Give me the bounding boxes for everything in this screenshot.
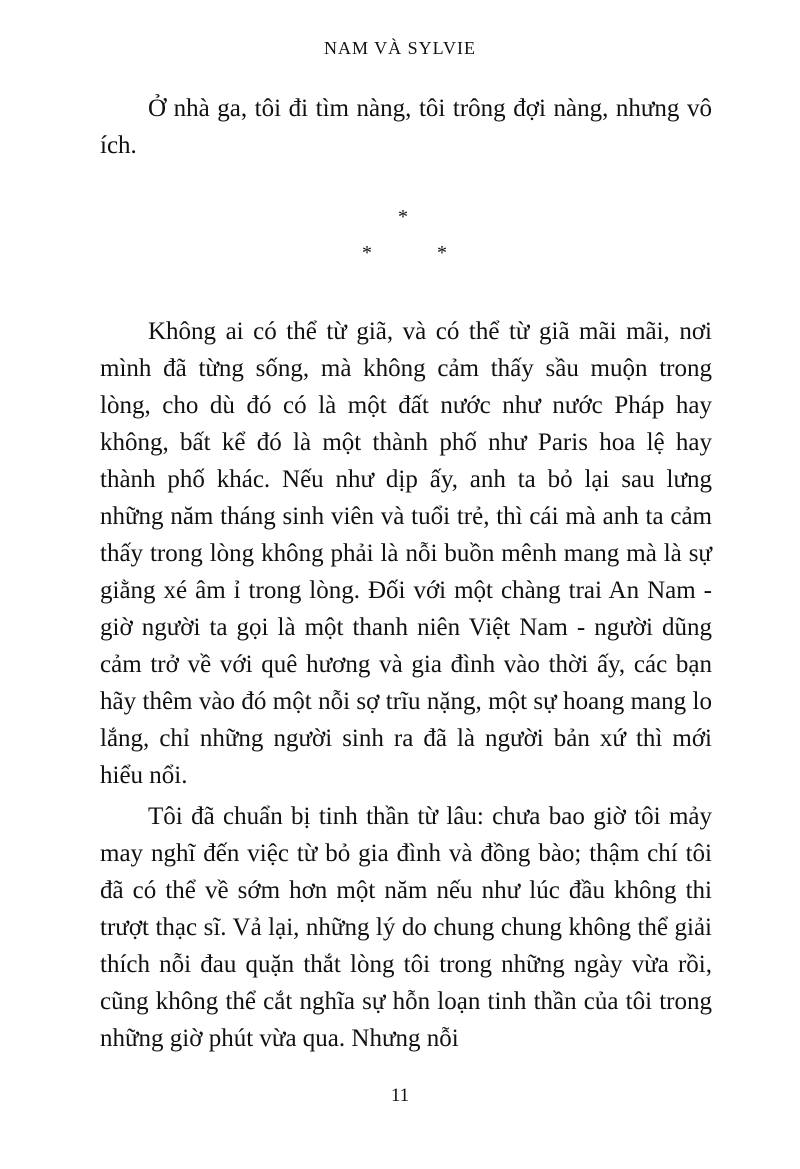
running-header: NAM VÀ SYLVIE: [323, 38, 477, 58]
section-separator: [0, 206, 800, 266]
separator-star: *: [398, 206, 408, 228]
paragraph-preparation: Tôi đã chuẩn bị tinh thần từ lâu: chưa bao giờ tôi mảy may nghĩ đến việc từ bỏ gia đình và đồng bào; thậm chí tôi đã có thể về sớm hơn một năm nếu như lúc đầu không thi trượt thạc sĩ. Vả lại, những lý do chung chung không thể giải thích nỗi đau quặn thắt lòng tôi trong những ngày vừa rồi, cũng không thể cắt nghĩa sự hỗn loạn tinh thần của tôi trong những giờ phút vừa qua. Nhưng nỗi: [100, 803, 712, 1052]
opening-text-block: [100, 90, 712, 164]
page-number: 11: [390, 1085, 410, 1106]
main-text-block: [100, 313, 712, 1057]
separator-star: *: [437, 242, 447, 264]
separator-star: *: [362, 242, 372, 264]
paragraph-farewell: Không ai có thể từ giã, và có thể từ giã mãi mãi, nơi mình đã từng sống, mà không cảm thấy sầu muộn trong lòng, cho dù đó có là một đất nước như nước Pháp hay không, bất kể đó là một thành phố như Paris hoa lệ hay thành phố khác. Nếu như dịp ấy, anh ta bỏ lại sau lưng những năm tháng sinh viên và tuổi trẻ, thì cái mà anh ta cảm thấy trong lòng không phải là nỗi buồn mênh mang mà là sự giằng xé âm ỉ trong lòng. Đối với một chàng trai An Nam - giờ người ta gọi là một thanh niên Việt Nam - người dũng cảm trở về với quê hương và gia đình vào thời ấy, các bạn hãy thêm vào đó một nỗi sợ trĩu nặng, một sự hoang mang lo lắng, chỉ những người sinh ra đã là người bản xứ thì mới hiểu nổi.: [100, 318, 712, 789]
paragraph-opening: Ở nhà ga, tôi đi tìm nàng, tôi trông đợi nàng, nhưng vô ích.: [100, 95, 712, 159]
